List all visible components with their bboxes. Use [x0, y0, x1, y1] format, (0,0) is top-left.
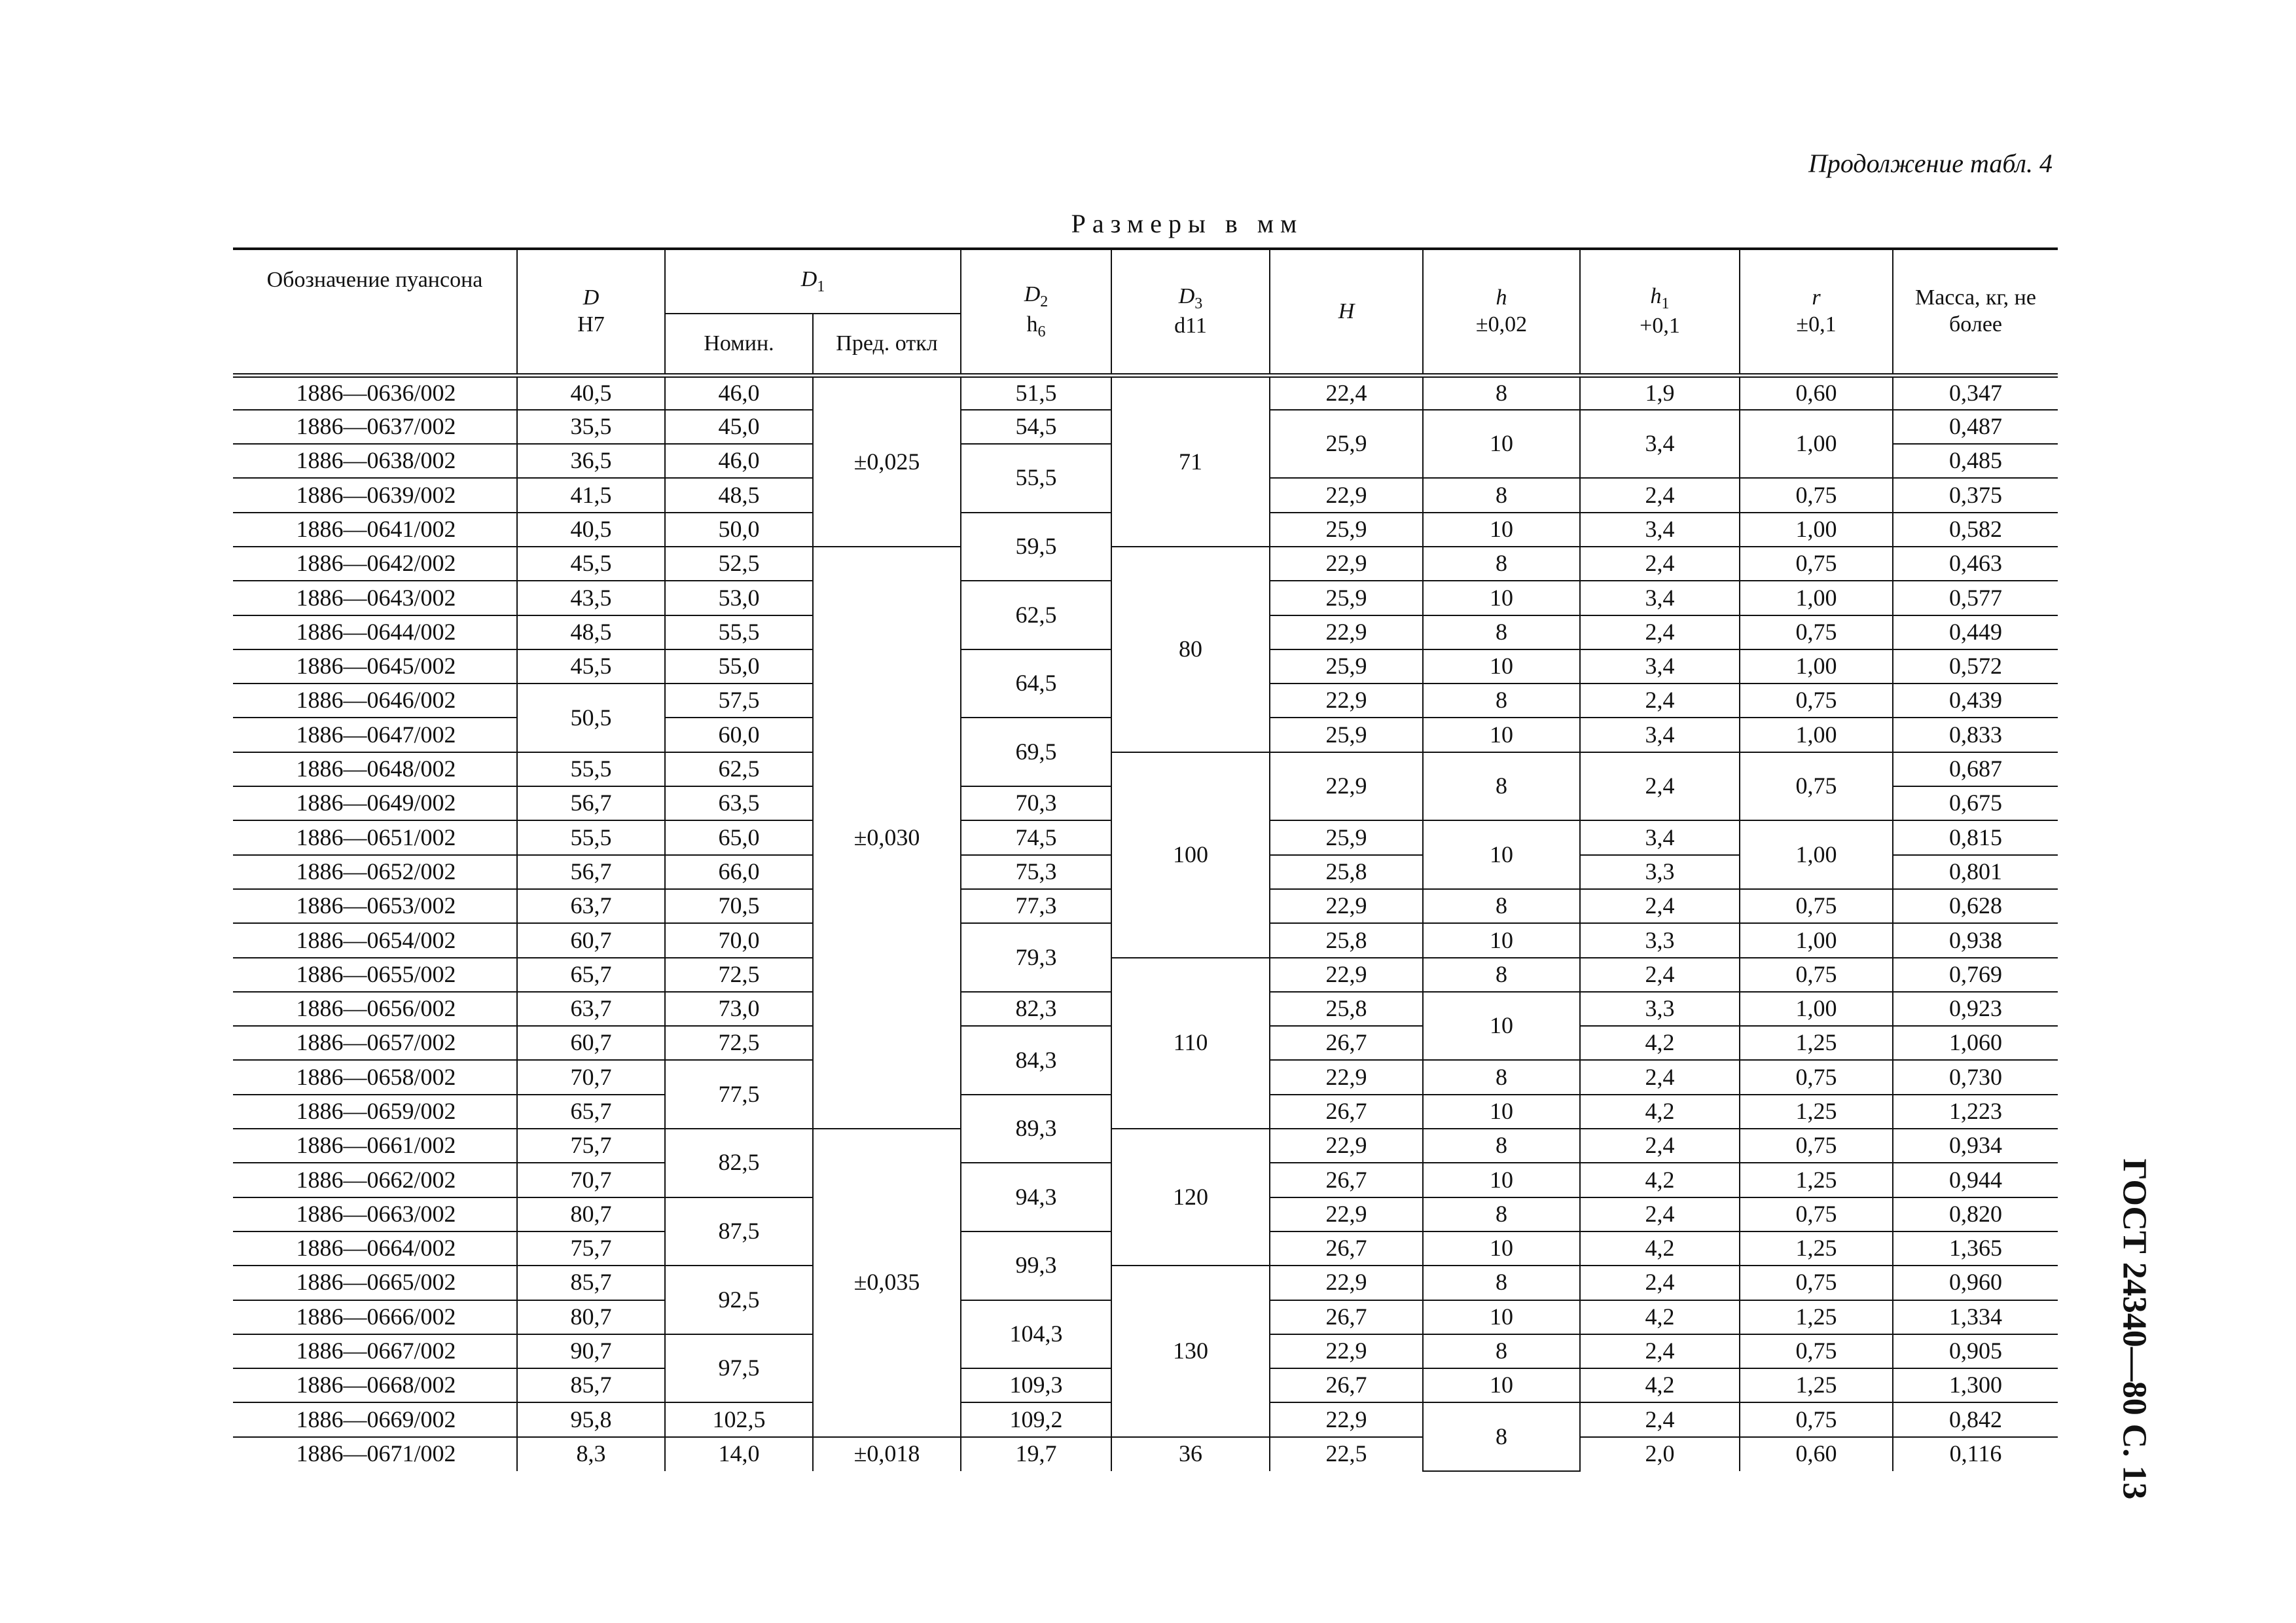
cell-des: 1886—0646/002 [233, 684, 517, 718]
cell-r: 0,60 [1740, 1437, 1893, 1471]
cell-D1: 102,5 [665, 1402, 813, 1436]
cell-des: 1886—0671/002 [233, 1437, 517, 1471]
cell-h1: 2,4 [1580, 1402, 1740, 1436]
cell-D2: 51,5 [961, 376, 1111, 410]
cell-D: 65,7 [517, 958, 665, 992]
cell-D3: 130 [1111, 1266, 1270, 1436]
cell-h1: 2,4 [1580, 1060, 1740, 1094]
cell-D3: 110 [1111, 958, 1270, 1129]
table-row [233, 1129, 2058, 1163]
header-D1-nominal: Номин. [665, 314, 813, 376]
cell-H: 26,7 [1270, 1026, 1423, 1060]
cell-h1: 2,4 [1580, 478, 1740, 512]
cell-D2: 74,5 [961, 820, 1111, 854]
cell-mass: 0,938 [1893, 923, 2058, 957]
cell-D3: 36 [1111, 1437, 1270, 1471]
cell-des: 1886—0658/002 [233, 1060, 517, 1094]
cell-H: 25,9 [1270, 718, 1423, 752]
cell-h: 10 [1423, 1231, 1580, 1266]
cell-h1: 4,2 [1580, 1368, 1740, 1402]
cell-D1: 66,0 [665, 855, 813, 889]
cell-H: 22,9 [1270, 1060, 1423, 1094]
cell-h1: 3,3 [1580, 992, 1740, 1026]
header-D3: $D_3$ d11 [1111, 249, 1270, 376]
cell-mass: 0,628 [1893, 889, 2058, 923]
cell-r: 1,00 [1740, 923, 1893, 957]
punch-dimensions-table [233, 247, 2058, 1472]
header-D1-deviation: Пред. откл [813, 314, 961, 376]
cell-mass: 0,582 [1893, 513, 2058, 547]
cell-D1: 82,5 [665, 1129, 813, 1197]
header-mass: Масса, кг, не более [1893, 249, 2058, 376]
cell-r: 1,00 [1740, 513, 1893, 547]
cell-h: 10 [1423, 992, 1580, 1061]
cell-D: 55,5 [517, 820, 665, 854]
cell-h1: 3,4 [1580, 718, 1740, 752]
cell-h: 10 [1423, 1368, 1580, 1402]
cell-D2: 89,3 [961, 1095, 1111, 1163]
cell-dev: ±0,035 [813, 1129, 961, 1437]
cell-r: 1,00 [1740, 820, 1893, 889]
cell-D1: 92,5 [665, 1266, 813, 1334]
cell-D1: 73,0 [665, 992, 813, 1026]
cell-D: 45,5 [517, 649, 665, 684]
cell-r: 0,75 [1740, 1266, 1893, 1300]
cell-mass: 0,485 [1893, 444, 2058, 478]
cell-D1: 45,0 [665, 410, 813, 444]
cell-h1: 3,4 [1580, 649, 1740, 684]
cell-h1: 4,2 [1580, 1231, 1740, 1266]
cell-dev: ±0,018 [813, 1437, 961, 1471]
cell-H: 25,9 [1270, 581, 1423, 615]
cell-D: 36,5 [517, 444, 665, 478]
cell-des: 1886—0663/002 [233, 1197, 517, 1231]
cell-h: 8 [1423, 615, 1580, 649]
cell-r: 1,25 [1740, 1095, 1893, 1129]
cell-h1: 2,4 [1580, 752, 1740, 821]
cell-des: 1886—0645/002 [233, 649, 517, 684]
table-row [233, 547, 2058, 581]
cell-D3: 100 [1111, 752, 1270, 958]
cell-D2: 79,3 [961, 923, 1111, 992]
cell-D2: 82,3 [961, 992, 1111, 1026]
cell-mass: 0,944 [1893, 1163, 2058, 1197]
cell-H: 25,9 [1270, 410, 1423, 479]
cell-H: 22,9 [1270, 1402, 1423, 1436]
cell-mass: 0,801 [1893, 855, 2058, 889]
cell-D1: 52,5 [665, 547, 813, 581]
cell-mass: 0,960 [1893, 1266, 2058, 1300]
cell-D2: 99,3 [961, 1231, 1111, 1300]
side-label: ГОСТ 24340—80 С. 13 [2115, 1158, 2153, 1500]
cell-h: 8 [1423, 1129, 1580, 1163]
cell-H: 25,9 [1270, 513, 1423, 547]
cell-r: 1,00 [1740, 718, 1893, 752]
cell-mass: 1,223 [1893, 1095, 2058, 1129]
cell-des: 1886—0669/002 [233, 1402, 517, 1436]
cell-D: 60,7 [517, 1026, 665, 1060]
cell-des: 1886—0666/002 [233, 1300, 517, 1334]
cell-D: 56,7 [517, 855, 665, 889]
cell-D2: 70,3 [961, 786, 1111, 820]
cell-H: 22,9 [1270, 958, 1423, 992]
cell-des: 1886—0652/002 [233, 855, 517, 889]
table-row [233, 376, 2058, 410]
units-caption: Размеры в мм [1071, 209, 1304, 238]
cell-D: 41,5 [517, 478, 665, 512]
cell-D1: 14,0 [665, 1437, 813, 1471]
cell-H: 25,8 [1270, 992, 1423, 1026]
cell-mass: 1,334 [1893, 1300, 2058, 1334]
cell-H: 22,9 [1270, 889, 1423, 923]
cell-des: 1886—0643/002 [233, 581, 517, 615]
cell-h: 10 [1423, 513, 1580, 547]
cell-des: 1886—0637/002 [233, 410, 517, 444]
cell-D: 80,7 [517, 1300, 665, 1334]
cell-mass: 0,833 [1893, 718, 2058, 752]
cell-r: 0,75 [1740, 1129, 1893, 1163]
cell-D: 45,5 [517, 547, 665, 581]
table-row [233, 1266, 2058, 1300]
cell-D1: 70,0 [665, 923, 813, 957]
header-r: r ±0,1 [1740, 249, 1893, 376]
cell-r: 1,25 [1740, 1368, 1893, 1402]
cell-H: 22,9 [1270, 1266, 1423, 1300]
cell-des: 1886—0653/002 [233, 889, 517, 923]
cell-D: 43,5 [517, 581, 665, 615]
cell-mass: 0,687 [1893, 752, 2058, 786]
cell-D: 60,7 [517, 923, 665, 957]
cell-D2: 69,5 [961, 718, 1111, 786]
cell-D: 40,5 [517, 376, 665, 410]
cell-H: 26,7 [1270, 1300, 1423, 1334]
cell-D: 56,7 [517, 786, 665, 820]
cell-h: 10 [1423, 649, 1580, 684]
cell-mass: 0,923 [1893, 992, 2058, 1026]
cell-D1: 48,5 [665, 478, 813, 512]
cell-r: 0,75 [1740, 615, 1893, 649]
cell-h1: 3,4 [1580, 513, 1740, 547]
cell-H: 22,5 [1270, 1437, 1423, 1471]
cell-H: 22,9 [1270, 1129, 1423, 1163]
cell-D3: 71 [1111, 376, 1270, 547]
cell-D1: 87,5 [665, 1197, 813, 1266]
cell-H: 22,9 [1270, 547, 1423, 581]
cell-r: 0,75 [1740, 752, 1893, 821]
cell-D: 75,7 [517, 1129, 665, 1163]
table-row [233, 958, 2058, 992]
cell-mass: 0,463 [1893, 547, 2058, 581]
cell-D1: 60,0 [665, 718, 813, 752]
cell-h1: 4,2 [1580, 1163, 1740, 1197]
cell-H: 22,9 [1270, 752, 1423, 821]
cell-D: 85,7 [517, 1266, 665, 1300]
cell-D2: 75,3 [961, 855, 1111, 889]
cell-D: 63,7 [517, 889, 665, 923]
cell-r: 0,75 [1740, 1060, 1893, 1094]
cell-h1: 2,4 [1580, 1197, 1740, 1231]
cell-h1: 3,4 [1580, 581, 1740, 615]
cell-h1: 3,3 [1580, 855, 1740, 889]
cell-D3: 120 [1111, 1129, 1270, 1266]
cell-h1: 2,4 [1580, 1334, 1740, 1368]
cell-h: 10 [1423, 581, 1580, 615]
cell-r: 0,60 [1740, 376, 1893, 410]
cell-mass: 0,572 [1893, 649, 2058, 684]
cell-des: 1886—0665/002 [233, 1266, 517, 1300]
cell-h: 8 [1423, 1402, 1580, 1471]
cell-H: 26,7 [1270, 1163, 1423, 1197]
cell-des: 1886—0644/002 [233, 615, 517, 649]
cell-D: 65,7 [517, 1095, 665, 1129]
table-row [233, 1437, 2058, 1471]
cell-des: 1886—0647/002 [233, 718, 517, 752]
cell-dev: ±0,025 [813, 376, 961, 547]
cell-mass: 0,842 [1893, 1402, 2058, 1436]
cell-D: 63,7 [517, 992, 665, 1026]
cell-mass: 0,375 [1893, 478, 2058, 512]
cell-h: 8 [1423, 1266, 1580, 1300]
cell-h1: 2,4 [1580, 615, 1740, 649]
cell-D: 80,7 [517, 1197, 665, 1231]
continuation-label: Продолжение табл. 4 [1808, 149, 2053, 178]
cell-D1: 77,5 [665, 1060, 813, 1129]
cell-mass: 0,905 [1893, 1334, 2058, 1368]
cell-r: 0,75 [1740, 958, 1893, 992]
cell-h: 8 [1423, 752, 1580, 821]
cell-dev: ±0,030 [813, 547, 961, 1129]
cell-D1: 97,5 [665, 1334, 813, 1403]
cell-H: 22,9 [1270, 1197, 1423, 1231]
cell-H: 22,9 [1270, 1334, 1423, 1368]
cell-mass: 0,347 [1893, 376, 2058, 410]
cell-des: 1886—0651/002 [233, 820, 517, 854]
cell-H: 22,4 [1270, 376, 1423, 410]
cell-D2: 104,3 [961, 1300, 1111, 1369]
cell-des: 1886—0657/002 [233, 1026, 517, 1060]
cell-mass: 0,730 [1893, 1060, 2058, 1094]
cell-h: 8 [1423, 958, 1580, 992]
cell-des: 1886—0667/002 [233, 1334, 517, 1368]
cell-r: 0,75 [1740, 1197, 1893, 1231]
cell-des: 1886—0638/002 [233, 444, 517, 478]
cell-des: 1886—0668/002 [233, 1368, 517, 1402]
cell-D1: 55,0 [665, 649, 813, 684]
cell-D2: 77,3 [961, 889, 1111, 923]
cell-h1: 3,4 [1580, 410, 1740, 479]
cell-D2: 109,3 [961, 1368, 1111, 1402]
cell-mass: 0,449 [1893, 615, 2058, 649]
cell-D: 40,5 [517, 513, 665, 547]
cell-D: 90,7 [517, 1334, 665, 1368]
cell-h1: 2,4 [1580, 547, 1740, 581]
cell-D1: 72,5 [665, 958, 813, 992]
cell-h: 10 [1423, 923, 1580, 957]
cell-H: 26,7 [1270, 1095, 1423, 1129]
cell-h1: 3,4 [1580, 820, 1740, 854]
cell-h1: 4,2 [1580, 1300, 1740, 1334]
cell-h1: 4,2 [1580, 1095, 1740, 1129]
cell-r: 1,00 [1740, 992, 1893, 1026]
cell-mass: 0,815 [1893, 820, 2058, 854]
cell-D1: 50,0 [665, 513, 813, 547]
cell-h: 8 [1423, 478, 1580, 512]
cell-D2: 62,5 [961, 581, 1111, 649]
cell-H: 26,7 [1270, 1368, 1423, 1402]
cell-r: 1,00 [1740, 410, 1893, 479]
cell-h: 8 [1423, 1197, 1580, 1231]
cell-mass: 0,934 [1893, 1129, 2058, 1163]
cell-D2: 54,5 [961, 410, 1111, 444]
cell-D1: 53,0 [665, 581, 813, 615]
cell-des: 1886—0639/002 [233, 478, 517, 512]
cell-h1: 2,4 [1580, 958, 1740, 992]
cell-D1: 55,5 [665, 615, 813, 649]
cell-D1: 46,0 [665, 376, 813, 410]
cell-D: 48,5 [517, 615, 665, 649]
cell-h1: 2,4 [1580, 1266, 1740, 1300]
cell-h: 10 [1423, 410, 1580, 479]
cell-D2: 84,3 [961, 1026, 1111, 1095]
cell-mass: 1,060 [1893, 1026, 2058, 1060]
cell-D: 70,7 [517, 1163, 665, 1197]
cell-h1: 4,2 [1580, 1026, 1740, 1060]
cell-des: 1886—0642/002 [233, 547, 517, 581]
cell-H: 22,9 [1270, 684, 1423, 718]
cell-D1: 46,0 [665, 444, 813, 478]
cell-D1: 72,5 [665, 1026, 813, 1060]
cell-h: 8 [1423, 889, 1580, 923]
cell-r: 0,75 [1740, 547, 1893, 581]
cell-D2: 64,5 [961, 649, 1111, 718]
cell-r: 1,00 [1740, 581, 1893, 615]
cell-des: 1886—0661/002 [233, 1129, 517, 1163]
cell-mass: 0,675 [1893, 786, 2058, 820]
cell-mass: 1,300 [1893, 1368, 2058, 1402]
cell-mass: 0,769 [1893, 958, 2058, 992]
header-designation: Обозначение пуансона [233, 249, 517, 376]
cell-D1: 70,5 [665, 889, 813, 923]
cell-des: 1886—0649/002 [233, 786, 517, 820]
cell-h: 8 [1423, 1060, 1580, 1094]
cell-r: 0,75 [1740, 1334, 1893, 1368]
cell-mass: 0,116 [1893, 1437, 2058, 1471]
cell-D: 70,7 [517, 1060, 665, 1094]
cell-des: 1886—0641/002 [233, 513, 517, 547]
cell-des: 1886—0664/002 [233, 1231, 517, 1266]
cell-H: 25,8 [1270, 923, 1423, 957]
cell-D3: 80 [1111, 547, 1270, 752]
cell-D2: 94,3 [961, 1163, 1111, 1231]
cell-D2: 19,7 [961, 1437, 1111, 1471]
cell-r: 1,25 [1740, 1300, 1893, 1334]
cell-D1: 62,5 [665, 752, 813, 786]
cell-des: 1886—0648/002 [233, 752, 517, 786]
cell-r: 0,75 [1740, 684, 1893, 718]
cell-r: 1,25 [1740, 1026, 1893, 1060]
cell-D: 35,5 [517, 410, 665, 444]
cell-D1: 63,5 [665, 786, 813, 820]
cell-H: 26,7 [1270, 1231, 1423, 1266]
cell-D1: 65,0 [665, 820, 813, 854]
cell-mass: 0,487 [1893, 410, 2058, 444]
cell-h: 8 [1423, 547, 1580, 581]
header-D: D H7 [517, 249, 665, 376]
cell-h1: 1,9 [1580, 376, 1740, 410]
cell-mass: 0,439 [1893, 684, 2058, 718]
cell-des: 1886—0659/002 [233, 1095, 517, 1129]
cell-D: 55,5 [517, 752, 665, 786]
cell-h: 10 [1423, 820, 1580, 889]
cell-h1: 3,3 [1580, 923, 1740, 957]
cell-mass: 1,365 [1893, 1231, 2058, 1266]
cell-H: 25,9 [1270, 820, 1423, 854]
cell-h: 8 [1423, 684, 1580, 718]
cell-h1: 2,4 [1580, 1129, 1740, 1163]
cell-D1: 57,5 [665, 684, 813, 718]
cell-D: 50,5 [517, 684, 665, 752]
cell-des: 1886—0662/002 [233, 1163, 517, 1197]
cell-des: 1886—0654/002 [233, 923, 517, 957]
header-h: h ±0,02 [1423, 249, 1580, 376]
cell-h: 8 [1423, 1334, 1580, 1368]
cell-h: 10 [1423, 718, 1580, 752]
cell-H: 22,9 [1270, 615, 1423, 649]
header-h1: $h_1$ +0,1 [1580, 249, 1740, 376]
table-row [233, 752, 2058, 786]
cell-mass: 0,577 [1893, 581, 2058, 615]
header-H: H [1270, 249, 1423, 376]
cell-r: 1,25 [1740, 1163, 1893, 1197]
cell-mass: 0,820 [1893, 1197, 2058, 1231]
cell-r: 1,25 [1740, 1231, 1893, 1266]
cell-D: 85,7 [517, 1368, 665, 1402]
header-D1: $D_1$ [665, 249, 961, 314]
cell-r: 0,75 [1740, 478, 1893, 512]
cell-H: 22,9 [1270, 478, 1423, 512]
cell-r: 0,75 [1740, 1402, 1893, 1436]
cell-h: 10 [1423, 1300, 1580, 1334]
cell-D: 8,3 [517, 1437, 665, 1471]
cell-des: 1886—0636/002 [233, 376, 517, 410]
header-D2: $D_2$ $h_6$ [961, 249, 1111, 376]
cell-h: 10 [1423, 1095, 1580, 1129]
cell-r: 0,75 [1740, 889, 1893, 923]
cell-h1: 2,4 [1580, 889, 1740, 923]
cell-D2: 59,5 [961, 513, 1111, 581]
cell-D: 75,7 [517, 1231, 665, 1266]
cell-h1: 2,4 [1580, 684, 1740, 718]
cell-r: 1,00 [1740, 649, 1893, 684]
cell-D2: 109,2 [961, 1402, 1111, 1436]
cell-des: 1886—0656/002 [233, 992, 517, 1026]
cell-des: 1886—0655/002 [233, 958, 517, 992]
cell-h1: 2,0 [1580, 1437, 1740, 1471]
cell-D2: 55,5 [961, 444, 1111, 513]
cell-H: 25,9 [1270, 649, 1423, 684]
cell-D: 95,8 [517, 1402, 665, 1436]
cell-h: 10 [1423, 1163, 1580, 1197]
cell-H: 25,8 [1270, 855, 1423, 889]
cell-h: 8 [1423, 376, 1580, 410]
